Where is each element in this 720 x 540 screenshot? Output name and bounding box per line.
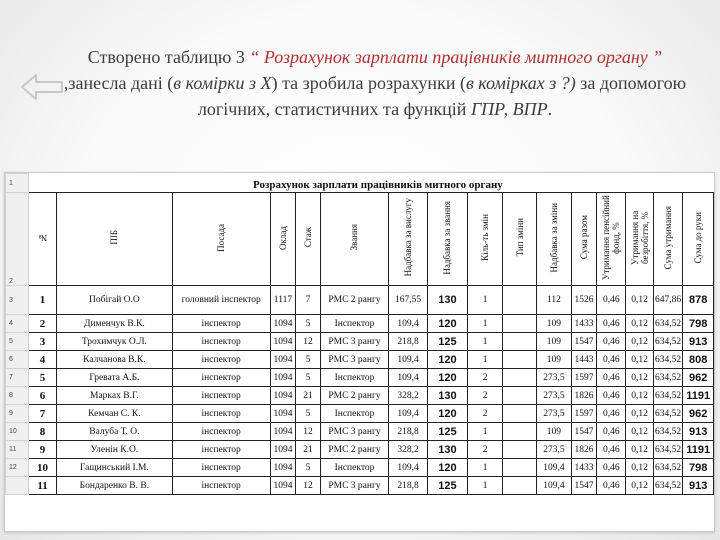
- row-number: 9: [6, 405, 29, 423]
- table-cell[interactable]: 0,46: [597, 351, 626, 369]
- table-cell[interactable]: 1191: [683, 441, 714, 459]
- table-cell[interactable]: 2: [467, 387, 502, 405]
- headline-part2: ,занесла дані (: [63, 73, 174, 93]
- table-cell[interactable]: [503, 459, 537, 477]
- table-cell[interactable]: 21: [296, 441, 321, 459]
- table-cell[interactable]: 2: [467, 369, 502, 387]
- table-cell[interactable]: 1094: [270, 477, 295, 495]
- table-cell[interactable]: 120: [428, 459, 468, 477]
- row-number: 3: [6, 286, 29, 315]
- table-cell[interactable]: 0,12: [626, 369, 653, 387]
- table-cell[interactable]: [503, 286, 537, 315]
- table-cell[interactable]: 109,4: [389, 459, 428, 477]
- table-cell[interactable]: 0,12: [626, 333, 653, 351]
- column-header-label: Сума разом: [579, 215, 589, 260]
- table-cell[interactable]: 109,4: [389, 405, 428, 423]
- column-header: [389, 193, 428, 286]
- table-cell[interactable]: інспектор: [172, 387, 270, 405]
- headline-table-title: “ Розрахунок зарплати працівників митного органу ”: [249, 47, 663, 67]
- table-cell[interactable]: 0,46: [597, 477, 626, 495]
- column-header: [683, 193, 714, 286]
- table-cell[interactable]: 808: [683, 351, 714, 369]
- row-number: 8: [6, 387, 29, 405]
- column-header-label: Утримання на безробіття, %: [629, 210, 650, 265]
- table-cell[interactable]: 1433: [571, 459, 596, 477]
- table-cell[interactable]: 634,52: [653, 405, 683, 423]
- table-cell[interactable]: 962: [683, 405, 714, 423]
- table-title: Розрахунок зарплати працівників митного органу: [253, 179, 503, 191]
- table-row: [6, 459, 714, 477]
- column-header-label: Утримання пенсійний фонд, %: [601, 195, 622, 280]
- table-cell[interactable]: 5: [296, 351, 321, 369]
- table-cell[interactable]: 1094: [270, 441, 295, 459]
- table-cell[interactable]: 634,52: [653, 369, 683, 387]
- table-cell[interactable]: 878: [683, 286, 714, 315]
- table-cell[interactable]: інспектор: [172, 459, 270, 477]
- table-cell[interactable]: 0,46: [597, 387, 626, 405]
- table-row: [6, 315, 714, 333]
- table-cell[interactable]: 273,5: [537, 369, 572, 387]
- column-header: [28, 193, 56, 286]
- table-cell[interactable]: 913: [683, 333, 714, 351]
- column-header-label: Надбавка за зміни: [548, 202, 559, 273]
- table-cell[interactable]: Трохимчук О.Л.: [57, 333, 172, 351]
- column-header: [626, 193, 653, 286]
- table-cell[interactable]: 6: [28, 387, 56, 405]
- column-header: [653, 193, 683, 286]
- table-cell[interactable]: 1547: [571, 333, 596, 351]
- table-cell[interactable]: 130: [428, 286, 468, 315]
- table-cell[interactable]: 1547: [571, 423, 596, 441]
- column-header-label: Посада: [216, 223, 227, 252]
- table-cell[interactable]: РМС 3 рангу: [320, 477, 388, 495]
- table-cell[interactable]: [503, 315, 537, 333]
- table-cell[interactable]: 0,12: [626, 286, 653, 315]
- table-cell[interactable]: 962: [683, 369, 714, 387]
- column-header-label: Надбавка за вислугу: [403, 198, 414, 277]
- table-cell[interactable]: 2: [467, 441, 502, 459]
- table-cell[interactable]: 21: [296, 387, 321, 405]
- table-cell[interactable]: 0,12: [626, 423, 653, 441]
- table-cell[interactable]: 12: [296, 333, 321, 351]
- table-cell[interactable]: 5: [28, 369, 56, 387]
- table-cell[interactable]: 1597: [571, 369, 596, 387]
- table-cell[interactable]: 109,4: [389, 351, 428, 369]
- headline-cells-q: в комірках з ?): [465, 73, 576, 93]
- table-cell[interactable]: 1094: [270, 387, 295, 405]
- table-cell[interactable]: Інспектор: [320, 369, 388, 387]
- column-header-label: №: [37, 232, 48, 243]
- table-cell[interactable]: 1191: [683, 387, 714, 405]
- headline-text: [60, 44, 690, 122]
- table-cell[interactable]: 1443: [571, 351, 596, 369]
- table-cell[interactable]: головний інспектор: [172, 286, 270, 315]
- table-cell[interactable]: РМС 3 рангу: [320, 423, 388, 441]
- table-cell[interactable]: 7: [296, 286, 321, 315]
- table-cell[interactable]: 125: [428, 423, 468, 441]
- table-cell[interactable]: 1: [28, 286, 56, 315]
- table-cell[interactable]: Інспектор: [320, 405, 388, 423]
- table-cell[interactable]: 0,12: [626, 441, 653, 459]
- table-cell[interactable]: 109: [537, 315, 572, 333]
- table-cell[interactable]: 1: [467, 315, 502, 333]
- table-cell[interactable]: 5: [296, 405, 321, 423]
- table-cell[interactable]: інспектор: [172, 423, 270, 441]
- table-cell[interactable]: 0,12: [626, 387, 653, 405]
- table-row: [6, 441, 714, 459]
- table-cell[interactable]: 0,46: [597, 333, 626, 351]
- table-cell[interactable]: 218,8: [389, 423, 428, 441]
- column-header-label: Тип зміни: [514, 218, 525, 257]
- headline-functions: ГПР, ВПР: [470, 99, 548, 119]
- table-cell[interactable]: 12: [296, 423, 321, 441]
- table-cell[interactable]: Уленін К.О.: [57, 441, 172, 459]
- table-cell[interactable]: РМС 2 рангу: [320, 387, 388, 405]
- column-header: [270, 193, 295, 286]
- row-number: 5: [6, 333, 29, 351]
- table-cell[interactable]: 130: [428, 441, 468, 459]
- table-cell[interactable]: 120: [428, 351, 468, 369]
- table-cell[interactable]: інспектор: [172, 405, 270, 423]
- table-cell[interactable]: 0,46: [597, 459, 626, 477]
- table-cell[interactable]: 634,52: [653, 387, 683, 405]
- table-cell[interactable]: 798: [683, 315, 714, 333]
- table-cell[interactable]: 1: [467, 477, 502, 495]
- table-cell[interactable]: 0,46: [597, 423, 626, 441]
- salary-table: [5, 173, 714, 495]
- table-cell[interactable]: 5: [296, 459, 321, 477]
- column-header-label: ПІБ: [109, 230, 120, 245]
- header-row: [6, 193, 714, 286]
- table-cell[interactable]: 0,12: [626, 405, 653, 423]
- row-number: 4: [6, 315, 29, 333]
- row-number: 6: [6, 351, 29, 369]
- table-cell[interactable]: РМС 3 рангу: [320, 333, 388, 351]
- table-cell[interactable]: 130: [428, 387, 468, 405]
- table-cell[interactable]: 1597: [571, 405, 596, 423]
- table-cell[interactable]: 125: [428, 477, 468, 495]
- column-header: [172, 193, 270, 286]
- table-cell[interactable]: Інспектор: [320, 459, 388, 477]
- table-cell[interactable]: 11: [28, 477, 56, 495]
- table-cell[interactable]: 218,8: [389, 333, 428, 351]
- table-cell[interactable]: 0,12: [626, 351, 653, 369]
- table-cell[interactable]: 0,12: [626, 477, 653, 495]
- table-cell[interactable]: [503, 405, 537, 423]
- row-number: 11: [6, 441, 29, 459]
- table-cell[interactable]: [503, 351, 537, 369]
- table-cell[interactable]: 1: [467, 333, 502, 351]
- table-cell[interactable]: 0,46: [597, 441, 626, 459]
- table-cell[interactable]: 125: [428, 333, 468, 351]
- table-row: [6, 286, 714, 315]
- column-header: [503, 193, 537, 286]
- table-cell[interactable]: 634,52: [653, 477, 683, 495]
- table-cell[interactable]: 0,46: [597, 286, 626, 315]
- table-cell[interactable]: 634,52: [653, 459, 683, 477]
- column-header: [571, 193, 596, 286]
- table-row: [6, 333, 714, 351]
- row-number: 1: [6, 174, 29, 193]
- table-cell[interactable]: Інспектор: [320, 315, 388, 333]
- table-cell[interactable]: Побігай О.О: [57, 286, 172, 315]
- table-cell[interactable]: 1094: [270, 423, 295, 441]
- column-header-label: Оклад: [277, 225, 288, 250]
- row-number: 10: [6, 423, 29, 441]
- table-cell[interactable]: [503, 477, 537, 495]
- headline-part4: за допомогою логічних, статистичних та функцій: [197, 73, 687, 119]
- table-cell[interactable]: 1094: [270, 333, 295, 351]
- headline-part1: Створено таблицю 3: [87, 47, 250, 67]
- row-number: 7: [6, 369, 29, 387]
- table-cell[interactable]: Калчанова В.К.: [57, 351, 172, 369]
- table-cell[interactable]: інспектор: [172, 477, 270, 495]
- table-cell[interactable]: 0,46: [597, 315, 626, 333]
- table-cell[interactable]: 7: [28, 405, 56, 423]
- table-cell[interactable]: 1433: [571, 315, 596, 333]
- table-cell[interactable]: 1547: [571, 477, 596, 495]
- table-cell[interactable]: Кемчан С. К.: [57, 405, 172, 423]
- table-cell[interactable]: 109,4: [537, 459, 572, 477]
- column-header-label: Стаж: [302, 227, 313, 248]
- table-cell[interactable]: Марках В.Г.: [57, 387, 172, 405]
- table-cell[interactable]: 634,52: [653, 351, 683, 369]
- column-header-label: Сума утримання: [663, 205, 674, 270]
- column-header-label: Звання: [349, 224, 360, 251]
- table-cell[interactable]: Гревата А.Б.: [57, 369, 172, 387]
- table-cell[interactable]: 1: [467, 351, 502, 369]
- headline-cells-x: в комірки з Х: [173, 73, 272, 93]
- table-cell[interactable]: 328,2: [389, 441, 428, 459]
- column-header: [57, 193, 172, 286]
- table-cell[interactable]: [503, 369, 537, 387]
- table-cell[interactable]: 4: [28, 351, 56, 369]
- table-cell[interactable]: [503, 441, 537, 459]
- table-cell[interactable]: інспектор: [172, 441, 270, 459]
- table-cell[interactable]: [503, 333, 537, 351]
- table-cell[interactable]: 109: [537, 423, 572, 441]
- row-number: 12: [6, 459, 29, 477]
- table-cell[interactable]: 1: [467, 286, 502, 315]
- table-cell[interactable]: 5: [296, 369, 321, 387]
- table-cell[interactable]: 0,12: [626, 459, 653, 477]
- table-cell[interactable]: 634,52: [653, 423, 683, 441]
- table-cell[interactable]: Валуба Т. О.: [57, 423, 172, 441]
- spreadsheet-screenshot: [4, 172, 715, 532]
- table-cell[interactable]: 12: [296, 477, 321, 495]
- table-cell[interactable]: 634,52: [653, 441, 683, 459]
- table-cell[interactable]: РМС 2 рангу: [320, 286, 388, 315]
- table-cell[interactable]: 798: [683, 459, 714, 477]
- table-cell[interactable]: 5: [296, 315, 321, 333]
- headline-part5: .: [547, 99, 553, 119]
- table-row: [6, 477, 714, 495]
- table-cell[interactable]: 273,5: [537, 441, 572, 459]
- table-cell[interactable]: 634,52: [653, 315, 683, 333]
- table-cell[interactable]: 1094: [270, 315, 295, 333]
- column-header-label: Кіль-ть змін: [480, 214, 491, 261]
- table-cell[interactable]: 2: [28, 315, 56, 333]
- column-header-label: Надбавка за звання: [442, 200, 453, 275]
- headline-part3: ) та зробила розрахунки (: [271, 73, 466, 93]
- column-header: [296, 193, 321, 286]
- column-header: [537, 193, 572, 286]
- table-cell[interactable]: 1826: [571, 387, 596, 405]
- table-cell[interactable]: 1094: [270, 405, 295, 423]
- table-cell[interactable]: РМС 3 рангу: [320, 351, 388, 369]
- table-cell[interactable]: 8: [28, 423, 56, 441]
- table-cell[interactable]: 1117: [270, 286, 295, 315]
- table-cell[interactable]: 167,55: [389, 286, 428, 315]
- table-cell[interactable]: 1: [467, 423, 502, 441]
- table-cell[interactable]: 2: [467, 405, 502, 423]
- table-row: [6, 369, 714, 387]
- table-cell[interactable]: 120: [428, 369, 468, 387]
- table-cell[interactable]: 112: [537, 286, 572, 315]
- table-cell[interactable]: 913: [683, 477, 714, 495]
- table-cell[interactable]: 109: [537, 333, 572, 351]
- table-cell[interactable]: 109,4: [389, 369, 428, 387]
- table-row: [6, 351, 714, 369]
- table-cell[interactable]: [503, 423, 537, 441]
- table-cell[interactable]: 218,8: [389, 477, 428, 495]
- table-cell[interactable]: Гащинський І.М.: [57, 459, 172, 477]
- table-cell[interactable]: Дименчук В.К.: [57, 315, 172, 333]
- table-cell[interactable]: РМС 2 рангу: [320, 441, 388, 459]
- table-cell[interactable]: інспектор: [172, 315, 270, 333]
- table-cell[interactable]: 1: [467, 459, 502, 477]
- table-cell[interactable]: 1826: [571, 441, 596, 459]
- table-cell[interactable]: 1526: [571, 286, 596, 315]
- table-cell[interactable]: 120: [428, 315, 468, 333]
- table-cell[interactable]: 109: [537, 351, 572, 369]
- table-cell[interactable]: 1094: [270, 351, 295, 369]
- table-cell[interactable]: 913: [683, 423, 714, 441]
- table-cell[interactable]: 328,2: [389, 387, 428, 405]
- column-header: [467, 193, 502, 286]
- column-header: [320, 193, 388, 286]
- column-header: [428, 193, 468, 286]
- table-cell[interactable]: 1094: [270, 459, 295, 477]
- table-cell[interactable]: інспектор: [172, 333, 270, 351]
- table-cell[interactable]: 647,86: [653, 286, 683, 315]
- table-cell[interactable]: 109,4: [537, 477, 572, 495]
- table-row: [6, 387, 714, 405]
- table-cell[interactable]: 120: [428, 405, 468, 423]
- table-cell[interactable]: Бондаренко В. В.: [57, 477, 172, 495]
- row-number: 2: [6, 193, 29, 286]
- table-cell[interactable]: 3: [28, 333, 56, 351]
- table-cell[interactable]: 0,12: [626, 315, 653, 333]
- column-header-label: Сума до руки: [693, 211, 704, 264]
- table-cell[interactable]: 10: [28, 459, 56, 477]
- table-cell[interactable]: 0,46: [597, 369, 626, 387]
- table-cell[interactable]: 1094: [270, 369, 295, 387]
- table-row: [6, 423, 714, 441]
- row-number: [6, 477, 29, 495]
- table-cell[interactable]: 634,52: [653, 333, 683, 351]
- column-header: [597, 193, 626, 286]
- table-cell[interactable]: 9: [28, 441, 56, 459]
- table-cell[interactable]: 273,5: [537, 387, 572, 405]
- table-row: [6, 405, 714, 423]
- back-arrow-icon[interactable]: [20, 72, 64, 102]
- table-cell[interactable]: інспектор: [172, 369, 270, 387]
- table-cell[interactable]: 273,5: [537, 405, 572, 423]
- table-cell[interactable]: [503, 387, 537, 405]
- table-cell[interactable]: 109,4: [389, 315, 428, 333]
- table-cell[interactable]: 0,46: [597, 405, 626, 423]
- table-cell[interactable]: інспектор: [172, 351, 270, 369]
